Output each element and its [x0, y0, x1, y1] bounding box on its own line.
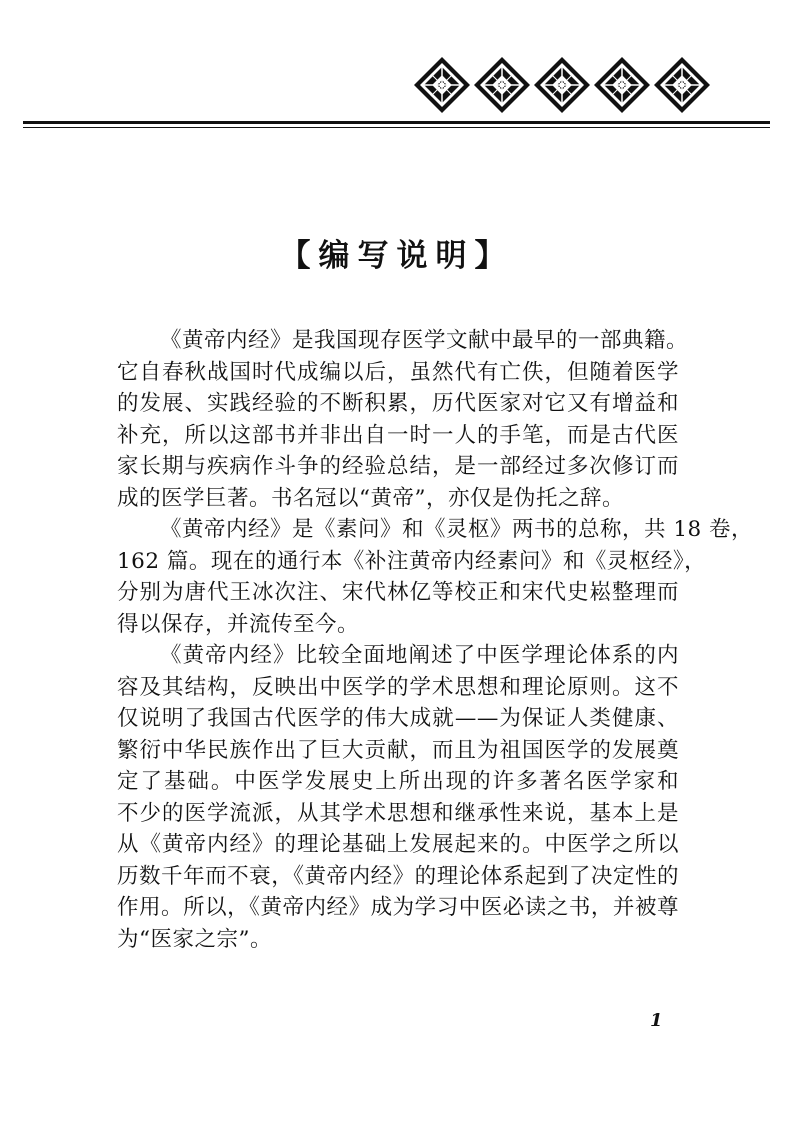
text-line: 《黄帝内经》是《素问》和《灵枢》两书的总称，共 18 卷， — [160, 517, 754, 542]
text-line: 定了基础。中医学发展史上所出现的许多著名医学家和 — [117, 769, 679, 794]
text-line: 得以保存，并流传至今。 — [117, 611, 360, 637]
text-line: 分别为唐代王冰次注、宋代林亿等校正和宋代史崧整理而 — [117, 580, 679, 605]
lattice-diamond-ornament-icon — [413, 56, 713, 114]
text-line: 不少的医学流派，从其学术思想和继承性来说，基本上是 — [117, 800, 679, 826]
text-line: 容及其结构，反映出中医学的学术思想和理论原则。这不 — [117, 674, 679, 700]
text-line: 成的医学巨著。书名冠以“黄帝”，亦仅是伪托之辞。 — [117, 485, 624, 511]
text-line: 它自春秋战国时代成编以后，虽然代有亡佚，但随着医学 — [117, 359, 679, 385]
header-rule-thick — [23, 121, 770, 124]
text-line: 仅说明了我国古代医学的伟大成就——为保证人类健康、 — [117, 706, 679, 731]
page-number: 1 — [650, 1010, 663, 1031]
text-line: 《黄帝内经》比较全面地阐述了中医学理论体系的内 — [160, 643, 679, 668]
text-line: 162 篇。现在的通行本《补注黄帝内经素问》和《灵枢经》， — [117, 548, 707, 574]
text-line: 作用。所以，《黄帝内经》成为学习中医必读之书，并被尊 — [117, 895, 679, 920]
text-line: 家长期与疾病作斗争的经验总结，是一部经过多次修订而 — [117, 454, 679, 479]
section-title: 【编写说明】 — [279, 238, 514, 274]
text-line: 的发展、实践经验的不断积累，历代医家对它又有增益和 — [117, 391, 679, 416]
text-line: 繁衍中华民族作出了巨大贡献，而且为祖国医学的发展奠 — [117, 737, 679, 763]
text-line: 从《黄帝内经》的理论基础上发展起来的。中医学之所以 — [117, 832, 679, 857]
body-text — [117, 325, 754, 955]
header-ornament — [413, 56, 713, 114]
text-line: 为“医家之宗”。 — [117, 926, 272, 952]
header-rule-thin — [23, 127, 770, 128]
text-line: 历数千年而不衰，《黄帝内经》的理论体系起到了决定性的 — [117, 863, 679, 889]
text-line: 补充，所以这部书并非出自一时一人的手笔，而是古代医 — [117, 422, 679, 448]
text-line: 《黄帝内经》是我国现存医学文献中最早的一部典籍。 — [160, 328, 689, 353]
